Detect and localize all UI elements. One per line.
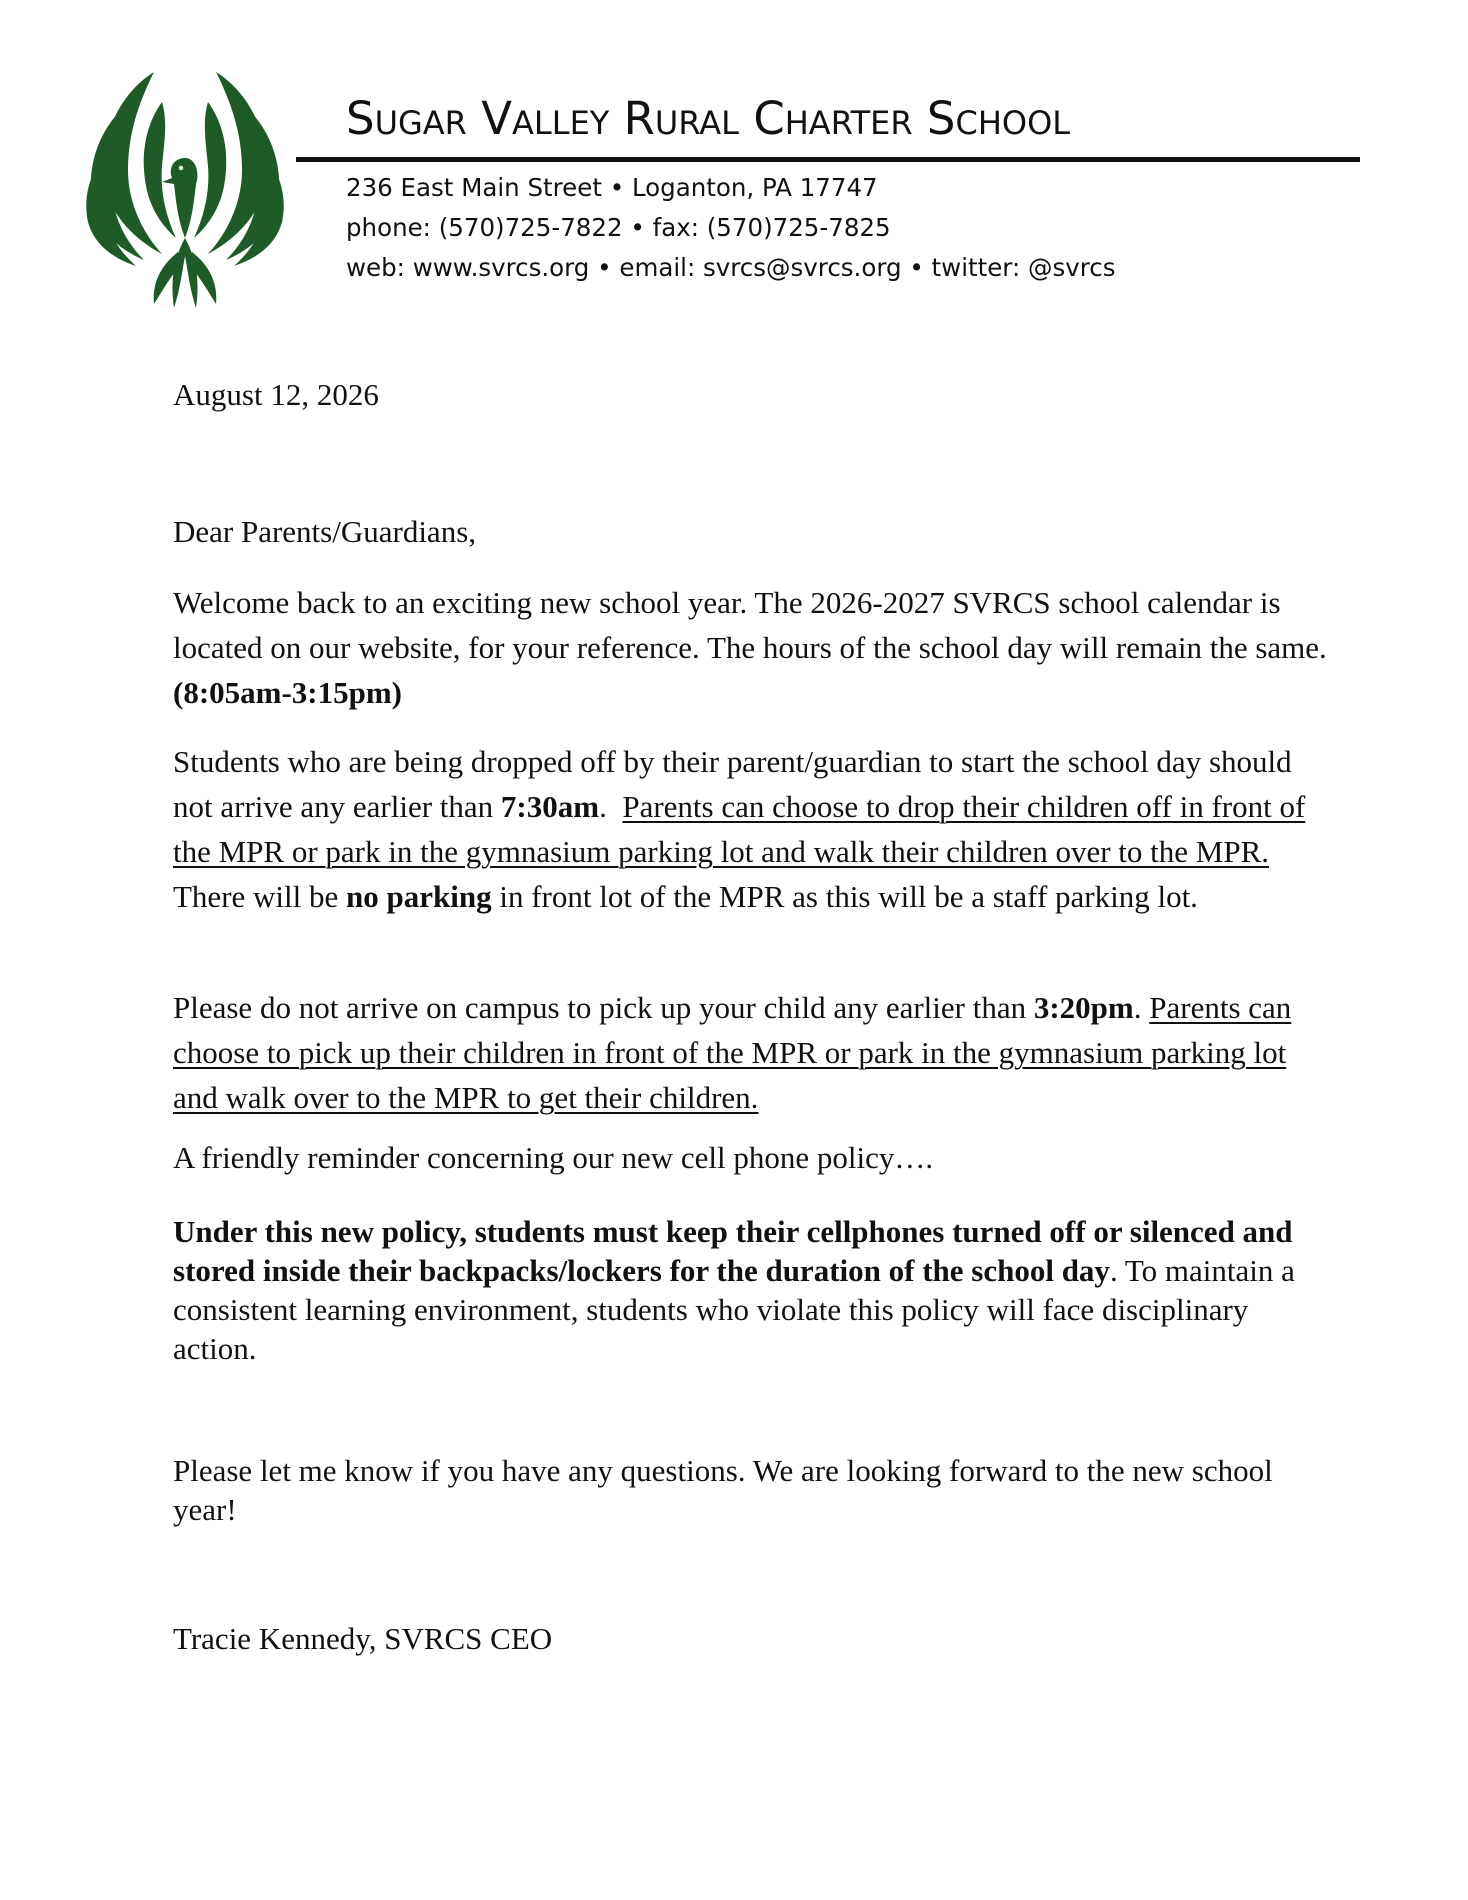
dropoff-time: 7:30am <box>500 789 600 824</box>
dropoff-paragraph <box>173 739 1333 919</box>
web-email-twitter-line: web: www.svrcs.org • email: svrcs@svrcs.org • twitter: @svrcs <box>346 253 1116 282</box>
dropoff-period: . <box>599 789 607 824</box>
parking-text: There will be <box>173 879 339 914</box>
phoenix-logo-icon <box>82 62 288 312</box>
school-name <box>346 92 1071 145</box>
school-name-word: Valley <box>481 92 610 145</box>
cellphone-policy-paragraph <box>173 1212 1333 1368</box>
reminder-paragraph: A friendly reminder concerning our new cell phone policy…. <box>173 1140 934 1175</box>
closing-paragraph: Please let me know if you have any questions. We are looking forward to the new school year! <box>173 1453 1273 1527</box>
school-hours: (8:05am-3:15pm) <box>173 675 403 710</box>
school-name-word: School <box>926 92 1071 145</box>
no-parking-emphasis: no parking <box>346 879 492 914</box>
pickup-time: 3:20pm <box>1033 990 1134 1025</box>
salutation: Dear Parents/Guardians, <box>173 514 477 549</box>
contact-block <box>346 168 1116 288</box>
dropoff-instructions: Parents can choose to drop their children off in front of the MPR or park in the gymnasium parking lot and walk their children over to the MPR. <box>173 789 1306 869</box>
welcome-paragraph <box>173 580 1333 715</box>
pickup-instructions: Parents can choose to pick up their children in front of the MPR or park in the gymnasium parking lot and walk over to the MPR to get their children. <box>173 990 1292 1115</box>
welcome-text: Welcome back to an exciting new school year. The 2026-2027 SVRCS school calendar is located on our website, for your reference. The hours of the school day will remain the same. <box>173 585 1327 665</box>
school-name-word: Sugar <box>346 92 467 145</box>
parking-text-end: in front lot of the MPR as this will be a staff parking lot. <box>499 879 1198 914</box>
signature: Tracie Kennedy, SVRCS CEO <box>173 1621 553 1656</box>
letter-date: August 12, 2026 <box>173 377 379 412</box>
pickup-period: . <box>1133 990 1142 1025</box>
header-divider <box>296 157 1360 162</box>
phone-fax-line: phone: (570)725-7822 • fax: (570)725-7825 <box>346 213 891 242</box>
school-name-word: Charter <box>753 92 913 145</box>
cellphone-policy-emphasis: Under this new policy, students must keep their cellphones turned off or silenced and stored inside their backpacks/lockers for the duration of the school day <box>173 1214 1293 1288</box>
address-line: 236 East Main Street • Loganton, PA 17747 <box>346 173 878 202</box>
school-name-word: Rural <box>623 92 740 145</box>
dropoff-text: Students who are being dropped off by their parent/guardian to start the school day should not arrive any earlier than <box>173 744 1292 824</box>
pickup-paragraph <box>173 985 1333 1120</box>
cellphone-policy-text: . To maintain a consistent learning environment, students who violate this policy will face disciplinary action. <box>173 1253 1295 1366</box>
pickup-text: Please do not arrive on campus to pick up your child any earlier than <box>173 990 1027 1025</box>
